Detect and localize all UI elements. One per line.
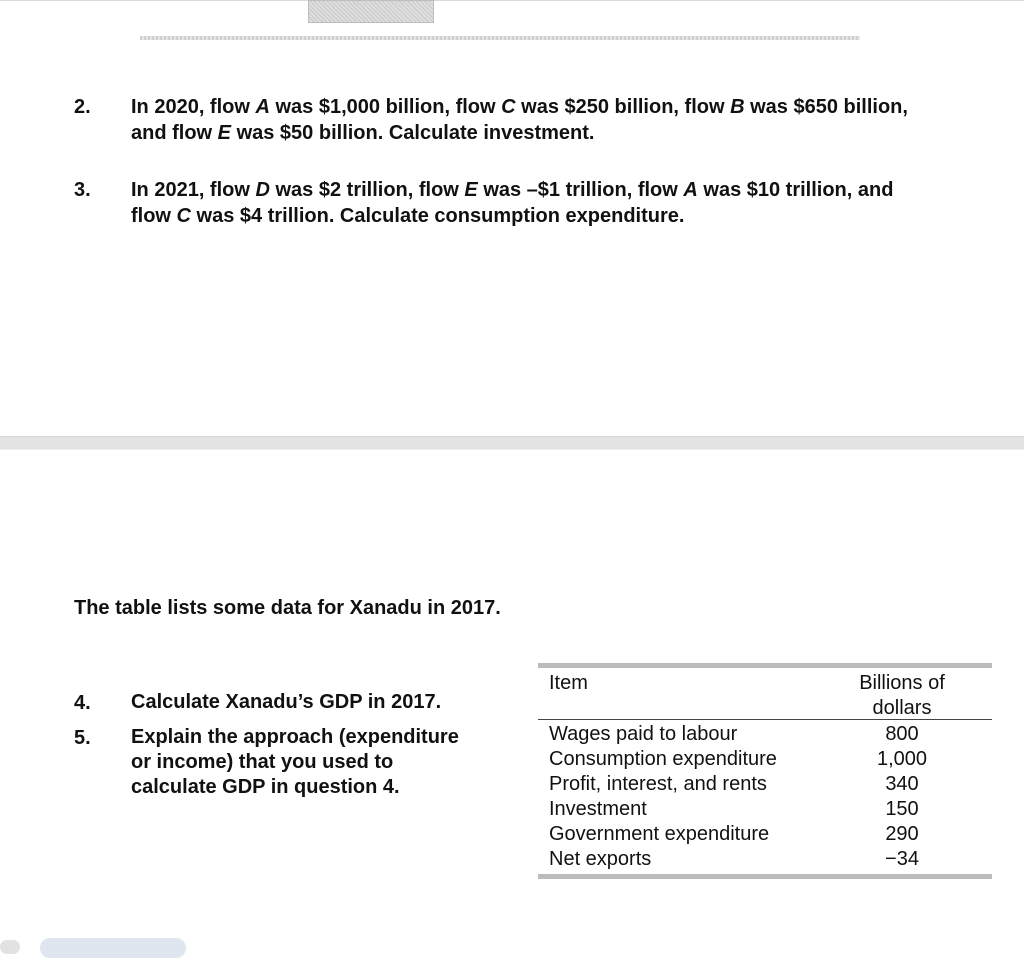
table-header-value-line-1: Billions of (859, 672, 945, 694)
table-row (549, 797, 979, 822)
table-top-rule (538, 663, 992, 668)
top-tab-placeholder (308, 0, 434, 23)
bottom-control-left[interactable] (0, 940, 20, 954)
table-intro: The table lists some data for Xanadu in 2017. (74, 597, 501, 619)
question-5-line-1: Explain the approach (expenditure (131, 726, 459, 748)
top-divider (140, 36, 860, 40)
table-body (549, 722, 979, 872)
table-row-item: Investment (549, 798, 647, 820)
table-row-value: −34 (885, 848, 919, 870)
table-row-item: Wages paid to labour (549, 723, 738, 745)
table-header-value (840, 671, 964, 721)
table-row-value: 340 (885, 773, 919, 795)
table-row (549, 722, 979, 747)
section-divider (0, 436, 1024, 450)
question-3-text (131, 177, 893, 229)
question-2-text (131, 94, 908, 146)
table-bottom-rule (538, 874, 992, 879)
table-row-item: Profit, interest, and rents (549, 773, 767, 795)
question-5-number: 5. (74, 727, 91, 749)
question-3-line-2: flow C was $4 trillion. Calculate consumption expenditure. (131, 205, 685, 227)
question-3-number: 3. (74, 179, 91, 201)
question-2-line-1: In 2020, flow A was $1,000 billion, flow C was $250 billion, flow B was $650 billion, (131, 96, 908, 118)
question-3-line-1: In 2021, flow D was $2 trillion, flow E was –$1 trillion, flow A was $10 trillion, and (131, 179, 894, 201)
table-row-value: 1,000 (876, 748, 928, 770)
table-row-value: 150 (885, 798, 919, 820)
question-4-number: 4. (74, 692, 91, 714)
question-2-number: 2. (74, 96, 91, 118)
question-4-text: Calculate Xanadu’s GDP in 2017. (131, 691, 442, 713)
table-row (549, 747, 979, 772)
question-5-line-2: or income) that you used to (131, 751, 394, 773)
table-row-item: Government expenditure (549, 823, 770, 845)
question-2-line-2: and flow E was $50 billion. Calculate investment. (131, 122, 595, 144)
table-row (549, 847, 979, 872)
question-5-line-3: calculate GDP in question 4. (131, 776, 400, 798)
table-row-item: Consumption expenditure (549, 748, 777, 770)
table-row (549, 822, 979, 847)
bottom-tab[interactable] (40, 938, 186, 958)
table-row-item: Net exports (549, 848, 652, 870)
table-row (549, 772, 979, 797)
question-5-text (131, 725, 459, 800)
table-header-rule (538, 719, 992, 720)
table-row-value: 800 (885, 723, 919, 745)
top-rule (0, 0, 1024, 1)
table-header-value-line-2: dollars (872, 697, 932, 719)
table-header-item: Item (549, 672, 588, 694)
table-row-value: 290 (885, 823, 919, 845)
